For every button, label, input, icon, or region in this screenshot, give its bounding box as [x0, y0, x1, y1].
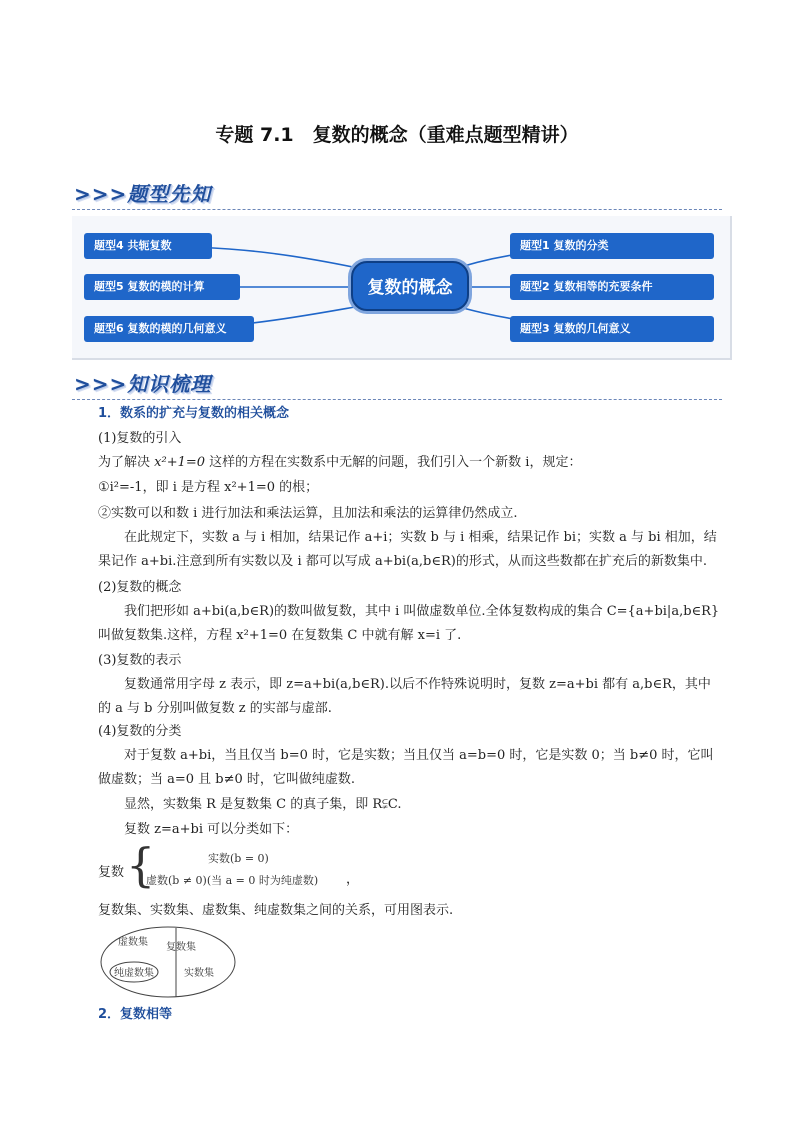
divider — [72, 399, 722, 400]
paragraph: 复数通常用字母 z 表示，即 z=a+bi(a,b∈R).以后不作特殊说明时，复数 z=a+bi 都有 a,b∈R，其中的 a 与 b 分别叫做复数 z 的实部与虚部. — [98, 677, 711, 716]
mind-map — [72, 216, 732, 360]
text-span: 这样的方程在实数系中无解的问题，我们引入一个新数 i，规定： — [209, 455, 582, 470]
divider — [72, 209, 722, 210]
paragraph: 在此规定下，实数 a 与 i 相加，结果记作 a+i；实数 b 与 i 相乘，结果记作 bi；实数 a 与 bi 相加，结果记作 a+bi.注意到所有实数以及 i 都可以写成 a+bi(a,b∈R)的形式，从而这些数都在扩充后的新数集中. — [98, 530, 717, 569]
subheading: (2)复数的概念 — [98, 580, 182, 595]
brace-tail: ， — [346, 872, 360, 887]
section-banner-preview — [72, 178, 722, 212]
paragraph: 复数 z=a+bi 可以分类如下： — [124, 822, 299, 837]
subheading: (3)复数的表示 — [98, 653, 182, 668]
classification-brace — [98, 838, 418, 894]
paragraph — [98, 451, 723, 475]
paragraph: 对于复数 a+bi，当且仅当 b=0 时，它是实数；当且仅当 a=b=0 时，它是实数 0；当 b≠0 时，它叫做虚数；当 a=0 且 b≠0 时，它叫做纯虚数. — [98, 748, 714, 787]
venn-label-real: 实数集 — [184, 968, 214, 979]
brace-option-imaginary: 虚数(b ≠ 0)(当 a = 0 时为纯虚数) — [146, 874, 319, 887]
page-title: 专题 7.1 复数的概念（重难点题型精讲） — [215, 124, 579, 146]
venn-label-complex: 复数集 — [166, 942, 196, 953]
section-heading: 1．数系的扩充与复数的相关概念 — [98, 406, 290, 421]
section-banner-knowledge — [72, 368, 722, 402]
text-span: 为了解决 — [98, 455, 151, 470]
section-heading: 2．复数相等 — [98, 1007, 173, 1022]
venn-label-pure-imaginary: 纯虚数集 — [114, 968, 154, 979]
paragraph: 复数集、实数集、虚数集、纯虚数集之间的关系，可用图表示. — [98, 903, 454, 918]
paragraph: 我们把形如 a+bi(a,b∈R)的数叫做复数，其中 i 叫做虚数单位.全体复数构成的集合 C={a+bi|a,b∈R}叫做复数集.这样，方程 x²+1=0 在复数集 C 中就有解 x=i 了. — [98, 604, 720, 643]
brace-option-real: 实数(b = 0) — [208, 852, 269, 865]
venn-diagram — [98, 925, 238, 1000]
subheading: (4)复数的分类 — [98, 724, 182, 739]
brace-label: 复数 — [98, 865, 125, 880]
paragraph: ①i²=-1，即 i 是方程 x²+1=0 的根； — [98, 480, 319, 495]
mind-map-node-left-2: 题型5 复数的模的计算 — [84, 274, 240, 300]
mind-map-node-right-2: 题型2 复数相等的充要条件 — [510, 274, 714, 300]
banner-label: >>>题型先知 — [74, 182, 212, 206]
mind-map-node-left-1: 题型4 共轭复数 — [84, 233, 212, 259]
mind-map-node-right-3: 题型3 复数的几何意义 — [510, 316, 714, 342]
subheading: (1)复数的引入 — [98, 431, 182, 446]
banner-label: >>>知识梳理 — [74, 372, 212, 396]
venn-label-imaginary: 虚数集 — [118, 937, 148, 948]
paragraph: ②实数可以和数 i 进行加法和乘法运算，且加法和乘法的运算律仍然成立. — [98, 506, 518, 521]
formula: x²+1=0 — [150, 455, 210, 470]
paragraph: 显然，实数集 R 是复数集 C 的真子集，即 R⫋C. — [124, 797, 402, 812]
mind-map-center: 复数的概念 — [351, 261, 469, 311]
mind-map-node-left-3: 题型6 复数的模的几何意义 — [84, 316, 254, 342]
brace-icon: { — [126, 838, 156, 892]
mind-map-node-right-1: 题型1 复数的分类 — [510, 233, 714, 259]
